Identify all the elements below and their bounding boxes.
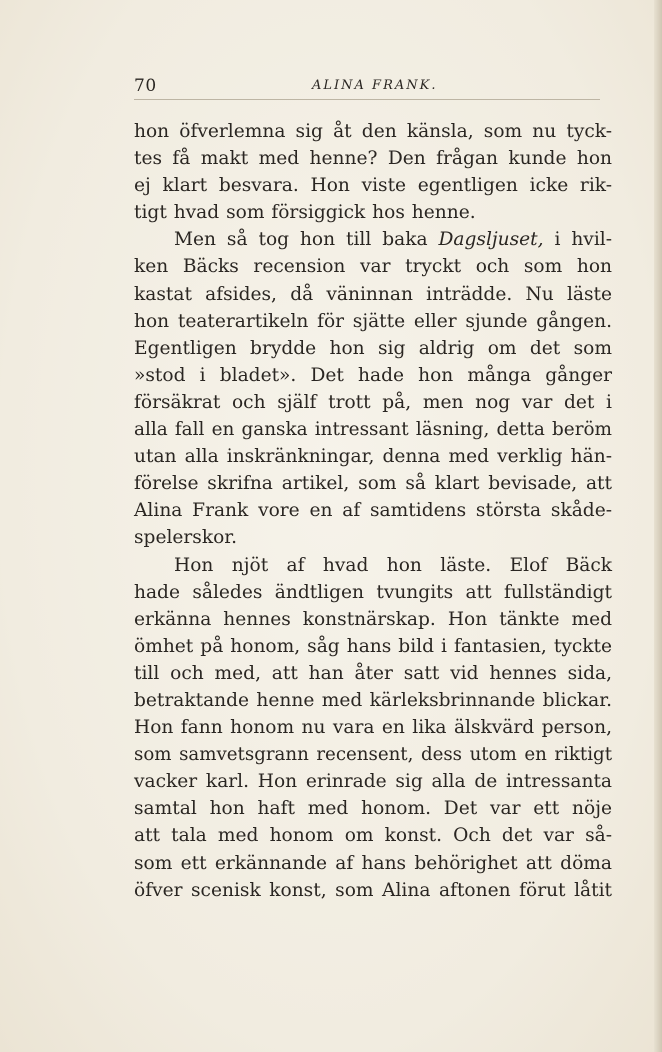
text-line: att tala med honom om konst. Och det var så-	[134, 825, 612, 847]
text-line: ömhet på honom, såg hans bild i fantasien, tyckte	[134, 635, 612, 657]
text-line: spelerskor.	[134, 527, 238, 549]
body-text	[134, 118, 612, 904]
header-rule	[134, 99, 600, 100]
text-line: betraktande henne med kärleksbrinnande blickar.	[134, 689, 612, 711]
text-line: till och med, att han åter satt vid hennes sida,	[134, 662, 612, 684]
text-line: ej klart besvara. Hon viste egentligen icke rik-	[134, 175, 612, 197]
text-line: Alina Frank vore en af samtidens största skåde-	[134, 500, 612, 522]
text-line: förelse skrifna artikel, som så klart bevisade, att	[134, 473, 612, 495]
text-line: öfver scenisk konst, som Alina aftonen förut låtit	[134, 879, 612, 901]
text-line: »stod i bladet». Det hade hon många gånger	[134, 364, 612, 386]
text-line: Egentligen brydde hon sig aldrig om det som	[134, 337, 612, 359]
text-line: Hon njöt af hvad hon läste. Elof Bäck	[174, 554, 612, 576]
running-header	[134, 76, 612, 100]
text-line: samtal hon haft med honom. Det var ett nöje	[134, 798, 612, 820]
text-line: som samvetsgrann recensent, dess utom en riktigt	[134, 744, 612, 766]
text-line: Hon fann honom nu vara en lika älskvärd person,	[134, 717, 612, 739]
text-line: ken Bäcks recension var tryckt och som hon	[134, 256, 612, 278]
text-line: kastat afsides, då väninnan inträdde. Nu läste	[134, 283, 612, 305]
page-edge	[654, 0, 662, 1052]
text-line: hon teaterartikeln för sjätte eller sjunde gången.	[134, 310, 612, 332]
text-line: tigt hvad som försiggick hos henne.	[134, 202, 476, 224]
text-line: som ett erkännande af hans behörighet att döma	[134, 852, 612, 874]
text-line: erkänna hennes konstnärskap. Hon tänkte med	[134, 608, 612, 630]
text-line: hade således ändtligen tvungits att fullständigt	[134, 581, 612, 603]
text-line: utan alla inskränkningar, denna med verklig hän-	[134, 446, 612, 468]
text-line: Men så tog hon till baka Dagsljuset, i hvil-	[174, 229, 612, 251]
running-title: ALINA FRANK.	[312, 78, 438, 93]
text-line: försäkrat och själf trott på, men nog var det i	[134, 391, 612, 413]
text-line: hon öfverlemna sig åt den känsla, som nu tyck-	[134, 121, 612, 142]
text-line: tes få makt med henne? Den frågan kunde hon	[134, 148, 612, 170]
text-line: alla fall en ganska intressant läsning, detta beröm	[134, 419, 612, 441]
newspaper-title: Dagsljuset,	[438, 229, 544, 251]
page-number: 70	[134, 76, 157, 96]
text-line: vacker karl. Hon erinrade sig alla de intressanta	[134, 771, 612, 793]
